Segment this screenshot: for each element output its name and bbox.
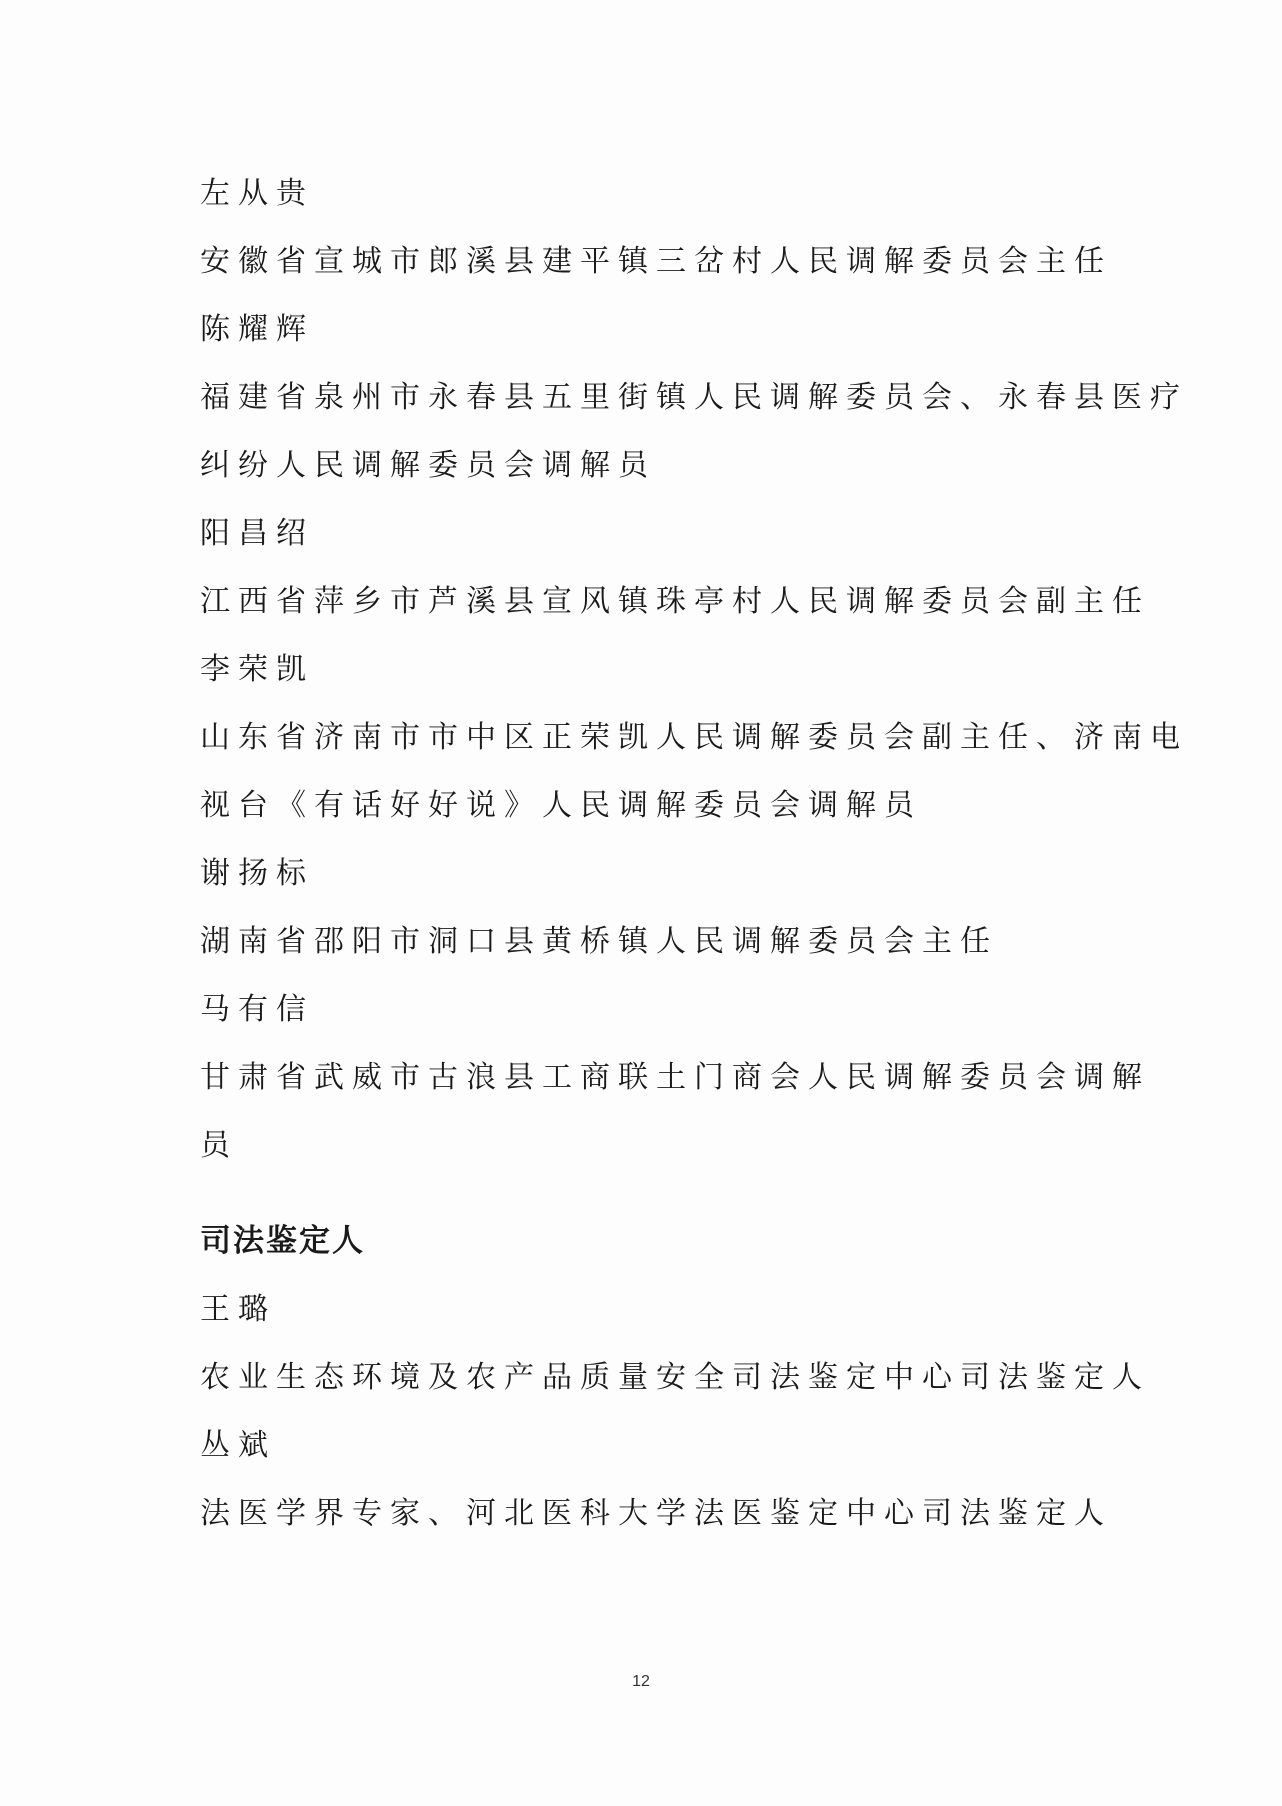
- person-name: 谢扬标: [200, 856, 314, 891]
- person-name: 李荣凯: [200, 652, 314, 687]
- person-title: 福建省泉州市永春县五里街镇人民调解委员会、永春县医疗: [200, 380, 1188, 415]
- person-title: 山东省济南市市中区正荣凯人民调解委员会副主任、济南电: [200, 720, 1188, 755]
- person-title: 湖南省邵阳市洞口县黄桥镇人民调解委员会主任: [200, 924, 998, 959]
- person-name: 王璐: [200, 1292, 276, 1327]
- person-title: 甘肃省武威市古浪县工商联土门商会人民调解委员会调解: [200, 1060, 1150, 1095]
- person-name: 陈耀辉: [200, 312, 314, 347]
- page-content: [200, 160, 1188, 1548]
- section-heading: 司法鉴定人: [200, 1223, 365, 1259]
- person-title: 法医学界专家、河北医科大学法医鉴定中心司法鉴定人: [200, 1496, 1112, 1531]
- person-title: 安徽省宣城市郎溪县建平镇三岔村人民调解委员会主任: [200, 244, 1112, 279]
- mediator-list: [200, 160, 1188, 1180]
- person-name: 丛斌: [200, 1428, 276, 1463]
- person-name: 马有信: [200, 992, 314, 1027]
- person-name: 阳昌绍: [200, 516, 314, 551]
- person-title: 纠纷人民调解委员会调解员: [200, 448, 656, 483]
- forensic-appraiser-list: [200, 1276, 1150, 1548]
- person-title: 江西省萍乡市芦溪县宣风镇珠亭村人民调解委员会副主任: [200, 584, 1150, 619]
- person-title: 农业生态环境及农产品质量安全司法鉴定中心司法鉴定人: [200, 1360, 1150, 1395]
- person-name: 左从贵: [200, 176, 314, 211]
- person-title: 员: [200, 1128, 238, 1163]
- page-number: 12: [632, 1673, 650, 1690]
- person-title: 视台《有话好好说》人民调解委员会调解员: [200, 788, 922, 823]
